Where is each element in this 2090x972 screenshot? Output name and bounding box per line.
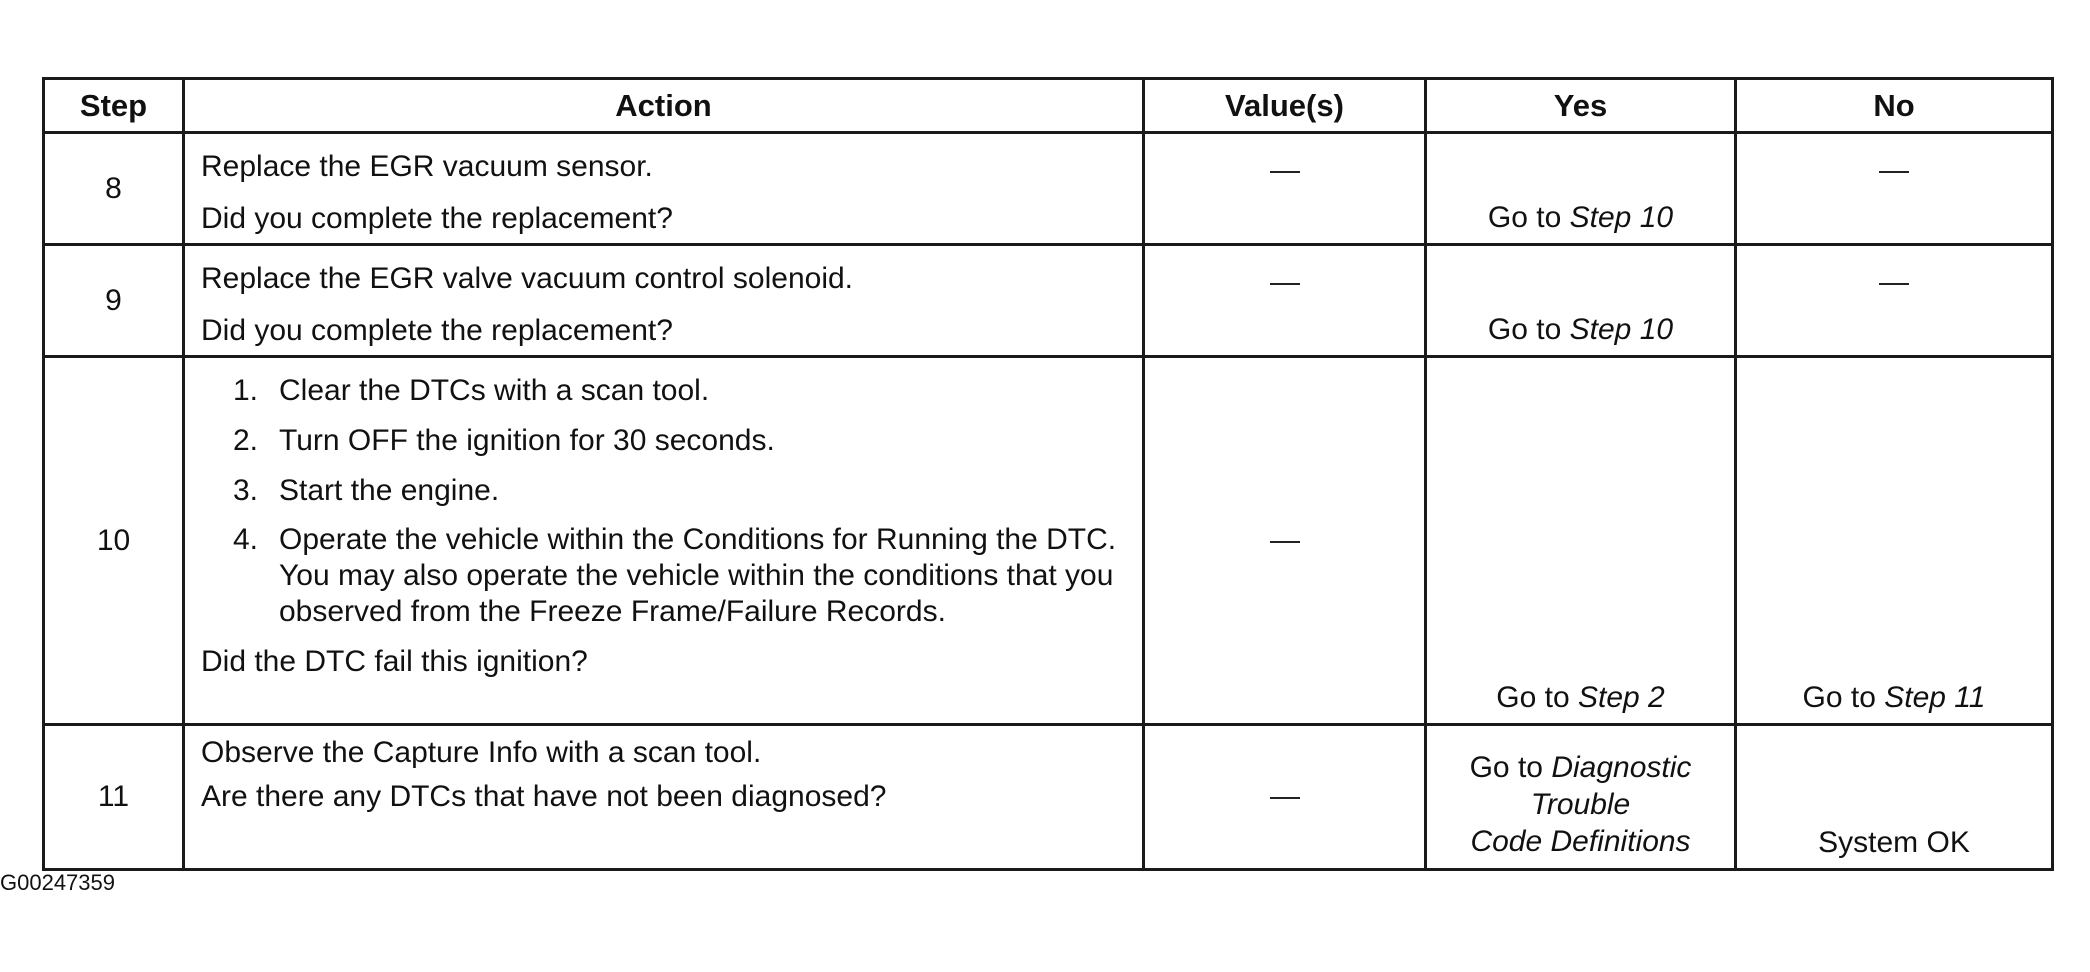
step-number: 9 — [44, 245, 184, 357]
action-question: Did you complete the replacement? — [201, 201, 673, 235]
dash-mark — [1270, 171, 1300, 173]
yes-step-link[interactable]: Step 10 — [1569, 313, 1674, 346]
action-question: Are there any DTCs that have not been diagnosed? — [201, 779, 887, 813]
dash-mark — [1270, 797, 1300, 799]
action-cell — [184, 357, 1144, 725]
values-cell — [1144, 357, 1426, 725]
table-row — [44, 133, 2053, 245]
header-action: Action — [184, 79, 1144, 133]
values-cell — [1144, 133, 1426, 245]
yes-cell — [1426, 725, 1736, 870]
header-step: Step — [44, 79, 184, 133]
list-item — [201, 372, 1130, 409]
yes-diagnostic-link[interactable]: Diagnostic — [1551, 751, 1692, 784]
no-prefix: Go to — [1802, 681, 1885, 714]
list-item — [201, 522, 1130, 630]
no-step-link[interactable]: Step 11 — [1884, 681, 1986, 714]
values-cell — [1144, 245, 1426, 357]
table-row — [44, 245, 2053, 357]
yes-step-link[interactable]: Step 10 — [1569, 201, 1674, 234]
yes-step-link[interactable]: Step 2 — [1577, 681, 1665, 714]
list-number: 3. — [233, 474, 259, 507]
step-number: 10 — [44, 357, 184, 725]
yes-cell — [1426, 357, 1736, 725]
step-number: 8 — [44, 133, 184, 245]
step-number: 11 — [44, 725, 184, 870]
action-cell — [184, 725, 1144, 870]
no-cell — [1736, 357, 2053, 725]
action-question: Did the DTC fail this ignition? — [201, 644, 588, 678]
header-no: No — [1736, 79, 2053, 133]
yes-prefix: Go to — [1496, 681, 1578, 714]
list-text: Operate the vehicle within the Conditions for Running the DTC. You may also operate the vehicle within the conditions that you observed from the Freeze Frame/Failure Records. — [279, 523, 1117, 628]
action-text: Replace the EGR valve vacuum control solenoid. — [201, 262, 854, 295]
list-number: 4. — [233, 523, 259, 556]
diagnostic-table — [42, 77, 2054, 871]
dash-mark — [1879, 283, 1909, 285]
action-text: Replace the EGR vacuum sensor. — [201, 150, 653, 183]
yes-prefix: Go to — [1469, 751, 1552, 784]
dash-mark — [1879, 171, 1909, 173]
header-row — [44, 79, 2053, 133]
header-yes: Yes — [1426, 79, 1736, 133]
action-cell — [184, 133, 1144, 245]
yes-prefix: Go to — [1487, 201, 1570, 234]
header-values: Value(s) — [1144, 79, 1426, 133]
no-cell: System OK — [1736, 725, 2053, 870]
yes-trouble-link[interactable]: Trouble — [1530, 788, 1631, 821]
action-text: Observe the Capture Info with a scan tool. — [201, 735, 762, 769]
dash-mark — [1270, 283, 1300, 285]
figure-id: G00247359 — [0, 870, 115, 895]
dash-mark — [1270, 541, 1300, 543]
yes-cell — [1426, 133, 1736, 245]
list-text: Clear the DTCs with a scan tool. — [279, 374, 710, 407]
list-text: Start the engine. — [279, 474, 500, 507]
no-cell — [1736, 133, 2053, 245]
action-cell — [184, 245, 1144, 357]
table-row — [44, 725, 2053, 870]
list-item — [201, 422, 1130, 459]
list-number: 2. — [233, 424, 259, 457]
list-item — [201, 472, 1130, 509]
table-row — [44, 357, 2053, 725]
yes-cell — [1426, 245, 1736, 357]
yes-prefix: Go to — [1487, 313, 1570, 346]
list-number: 1. — [233, 374, 259, 407]
yes-code-definitions-link[interactable]: Code Definitions — [1470, 825, 1691, 858]
values-cell — [1144, 725, 1426, 870]
no-cell — [1736, 245, 2053, 357]
action-question: Did you complete the replacement? — [201, 313, 673, 347]
list-text: Turn OFF the ignition for 30 seconds. — [279, 424, 775, 457]
